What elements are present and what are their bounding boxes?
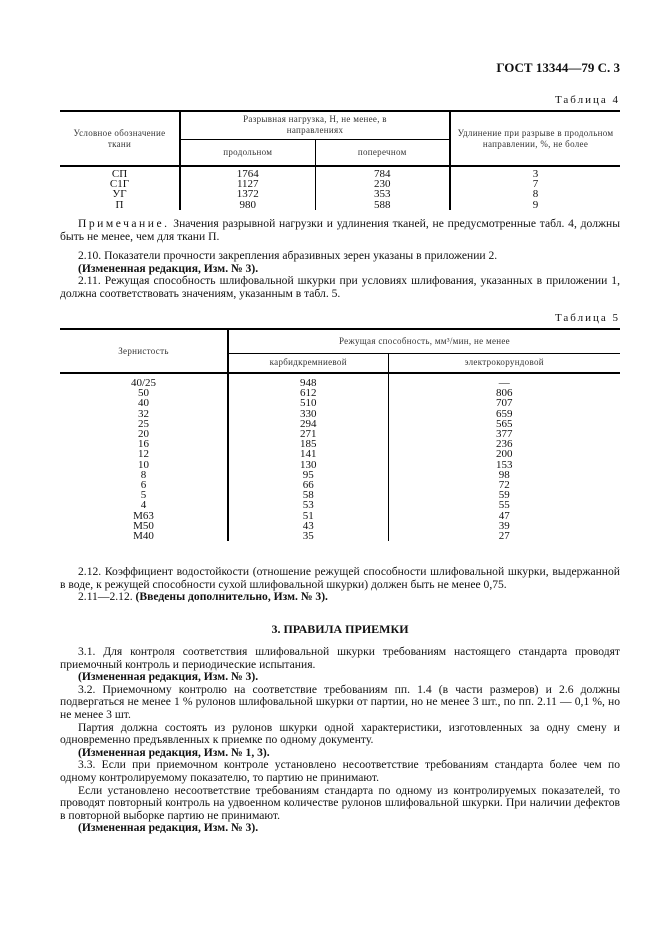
table-cell: 612 — [228, 388, 388, 398]
table-cell: 565 — [388, 419, 620, 429]
table-cell: 294 — [228, 419, 388, 429]
col-transverse: поперечном — [315, 139, 450, 166]
table-cell: 40/25 — [130, 377, 157, 389]
table-cell: 707 — [388, 398, 620, 408]
table-cell: 4 — [140, 499, 147, 512]
table-cell: 6 — [140, 479, 147, 492]
table4-caption: Таблица 4 — [554, 94, 620, 106]
amend-3-2: (Измененная редакция, Изм. № 1, 3). — [78, 745, 270, 759]
table-cell: 7 — [450, 179, 620, 189]
table-cell: 95 — [228, 470, 388, 480]
table-cell: 153 — [388, 460, 620, 470]
table-cell: 51 — [228, 511, 388, 521]
table-cell: 58 — [228, 490, 388, 500]
table-cell: 130 — [228, 460, 388, 470]
table-cell: 10 — [138, 458, 149, 471]
note-text: Значения разрывной нагрузки и удлинения тканей, не предусмотренные табл. 4, должны быть не менее, чем для ткани П. — [60, 217, 620, 243]
table-4 — [60, 110, 620, 210]
col-elongation: Удлинение при разрыве в продольном направлении, %, не более — [450, 111, 620, 166]
col-longitudinal: продольном — [180, 139, 315, 166]
table-cell: 50 — [138, 387, 149, 400]
table-cell: 236 — [388, 439, 620, 449]
note — [60, 218, 620, 243]
table-cell: 271 — [228, 429, 388, 439]
table-cell: 980 — [180, 200, 315, 210]
para-3-3-retest: Если установлено несоответствие требованиям стандарта по одному из контролируемых показателей, то проводят повторный контроль на удвоенном количестве рулонов шлифовальной шкурки. При наличии дефектов в повторной выборке партию не принимают. — [60, 783, 620, 822]
table-cell: 806 — [388, 388, 620, 398]
table-cell: 1764 — [180, 166, 315, 179]
table-cell: 9 — [450, 200, 620, 210]
table-cell: 8 — [140, 468, 147, 481]
table-5 — [60, 328, 620, 541]
para-2-10: 2.10. Показатели прочности закрепления абразивных зерен указаны в приложении 2. — [78, 249, 498, 262]
table-row — [60, 200, 620, 210]
table-row — [60, 373, 620, 388]
table-cell: 25 — [138, 417, 149, 430]
col-breaking-load: Разрывная нагрузка, Н, не менее, в направлениях — [180, 111, 450, 139]
table-cell: 12 — [138, 448, 149, 461]
table-cell: СП — [111, 168, 128, 180]
table-row — [60, 531, 620, 541]
table-cell: 43 — [228, 521, 388, 531]
col-electrocorundum: электрокорундовой — [388, 353, 620, 373]
amend-2-11-2-12: (Введены дополнительно, Изм. № 3). — [135, 590, 328, 604]
para-2-11: 2.11. Режущая способность шлифовальной шкурки при условиях шлифования, указанных в приложении 1, должна соответствовать значениям, указанным в табл. 5. — [60, 274, 620, 300]
para-3-2: 3.2. Приемочному контролю на соответствие требованиям пп. 1.4 (в части размеров) и 2.6 должны подвергаться не менее 1 % рулонов шлифовальной шкурки от партии, но не менее 3 шт., по пп. 2.11 — 0,1 %, но не менее 3 шт. — [60, 682, 620, 721]
table-cell: 353 — [315, 189, 450, 199]
table-cell: 47 — [388, 511, 620, 521]
table-cell: 510 — [228, 398, 388, 408]
table-cell: — — [388, 373, 620, 388]
table-cell: 588 — [315, 200, 450, 210]
col-silicon-carbide: карбидкремниевой — [228, 353, 388, 373]
table-cell: 1372 — [180, 189, 315, 199]
table-cell: 141 — [228, 449, 388, 459]
amend-3-1: (Измененная редакция, Изм. № 3). — [78, 670, 259, 684]
table-cell: 16 — [138, 438, 149, 451]
table-cell: С1Г — [109, 178, 130, 191]
col-cutting-ability: Режущая способность, мм³/мин, не менее — [228, 329, 620, 353]
para-3-3: 3.3. Если при приемочном контроле установлено несоответствие требованиям стандарта более чем по одному контролируемому показателю, то партию не принимают. — [60, 758, 620, 784]
note-lead: Примечание. — [78, 217, 170, 230]
table-cell: 1127 — [180, 179, 315, 189]
table-cell: 200 — [388, 449, 620, 459]
page-header: ГОСТ 13344—79 С. 3 — [496, 60, 620, 75]
para-2-12: 2.12. Коэффициент водостойкости (отношение режущей способности шлифовальной шкурки, выдержанной в воде, к режущей способности сухой шлифовальной шкурки) должен быть не менее 0,75. — [60, 565, 620, 591]
table-cell: 3 — [450, 166, 620, 179]
table-cell: М40 — [133, 530, 154, 543]
table-cell: 784 — [315, 166, 450, 179]
para-3-2-batch: Партия должна состоять из рулонов шкурки одной характеристики, изготовленных за одну смену и одновременно предъявленных к приемке по одному документу. — [60, 720, 620, 747]
table-cell: 40 — [138, 397, 149, 410]
col-designation: Условное обозначение ткани — [60, 111, 180, 166]
table-cell: 659 — [388, 409, 620, 419]
amend-2-10: (Измененная редакция, Изм. № 3). — [78, 261, 259, 275]
table-cell: 377 — [388, 429, 620, 439]
table-cell: 948 — [228, 373, 388, 388]
amend-3-3: (Измененная редакция, Изм. № 3). — [78, 821, 259, 835]
table-cell: 8 — [450, 189, 620, 199]
table-cell: П — [115, 198, 124, 211]
table-cell: 27 — [388, 531, 620, 541]
table-cell: 98 — [388, 470, 620, 480]
table-cell: УГ — [112, 188, 127, 201]
para-3-1: 3.1. Для контроля соответствия шлифовальной шкурки требованиям настоящего стандарта проводят приемочный контроль и периодические испытания. — [60, 645, 620, 671]
table-cell: М50 — [133, 519, 154, 532]
table-cell: 330 — [228, 409, 388, 419]
table-cell: 72 — [388, 480, 620, 490]
col-grit: Зернистость — [60, 329, 228, 373]
table-cell: 5 — [140, 489, 147, 502]
table-cell: 39 — [388, 521, 620, 531]
table-cell: 32 — [138, 407, 149, 420]
table-cell: 53 — [228, 500, 388, 510]
table5-caption: Таблица 5 — [554, 312, 620, 324]
table-cell: 185 — [228, 439, 388, 449]
para-2-11-2-12-num: 2.11—2.12. — [78, 590, 136, 604]
section-3-heading: 3. ПРАВИЛА ПРИЕМКИ — [271, 622, 409, 636]
table-cell: 35 — [228, 531, 388, 541]
table-cell: 59 — [388, 490, 620, 500]
table-cell: 230 — [315, 179, 450, 189]
table-cell: 66 — [228, 480, 388, 490]
table-cell: 55 — [388, 500, 620, 510]
table-cell: М63 — [133, 509, 154, 522]
table-cell: 20 — [138, 428, 149, 441]
